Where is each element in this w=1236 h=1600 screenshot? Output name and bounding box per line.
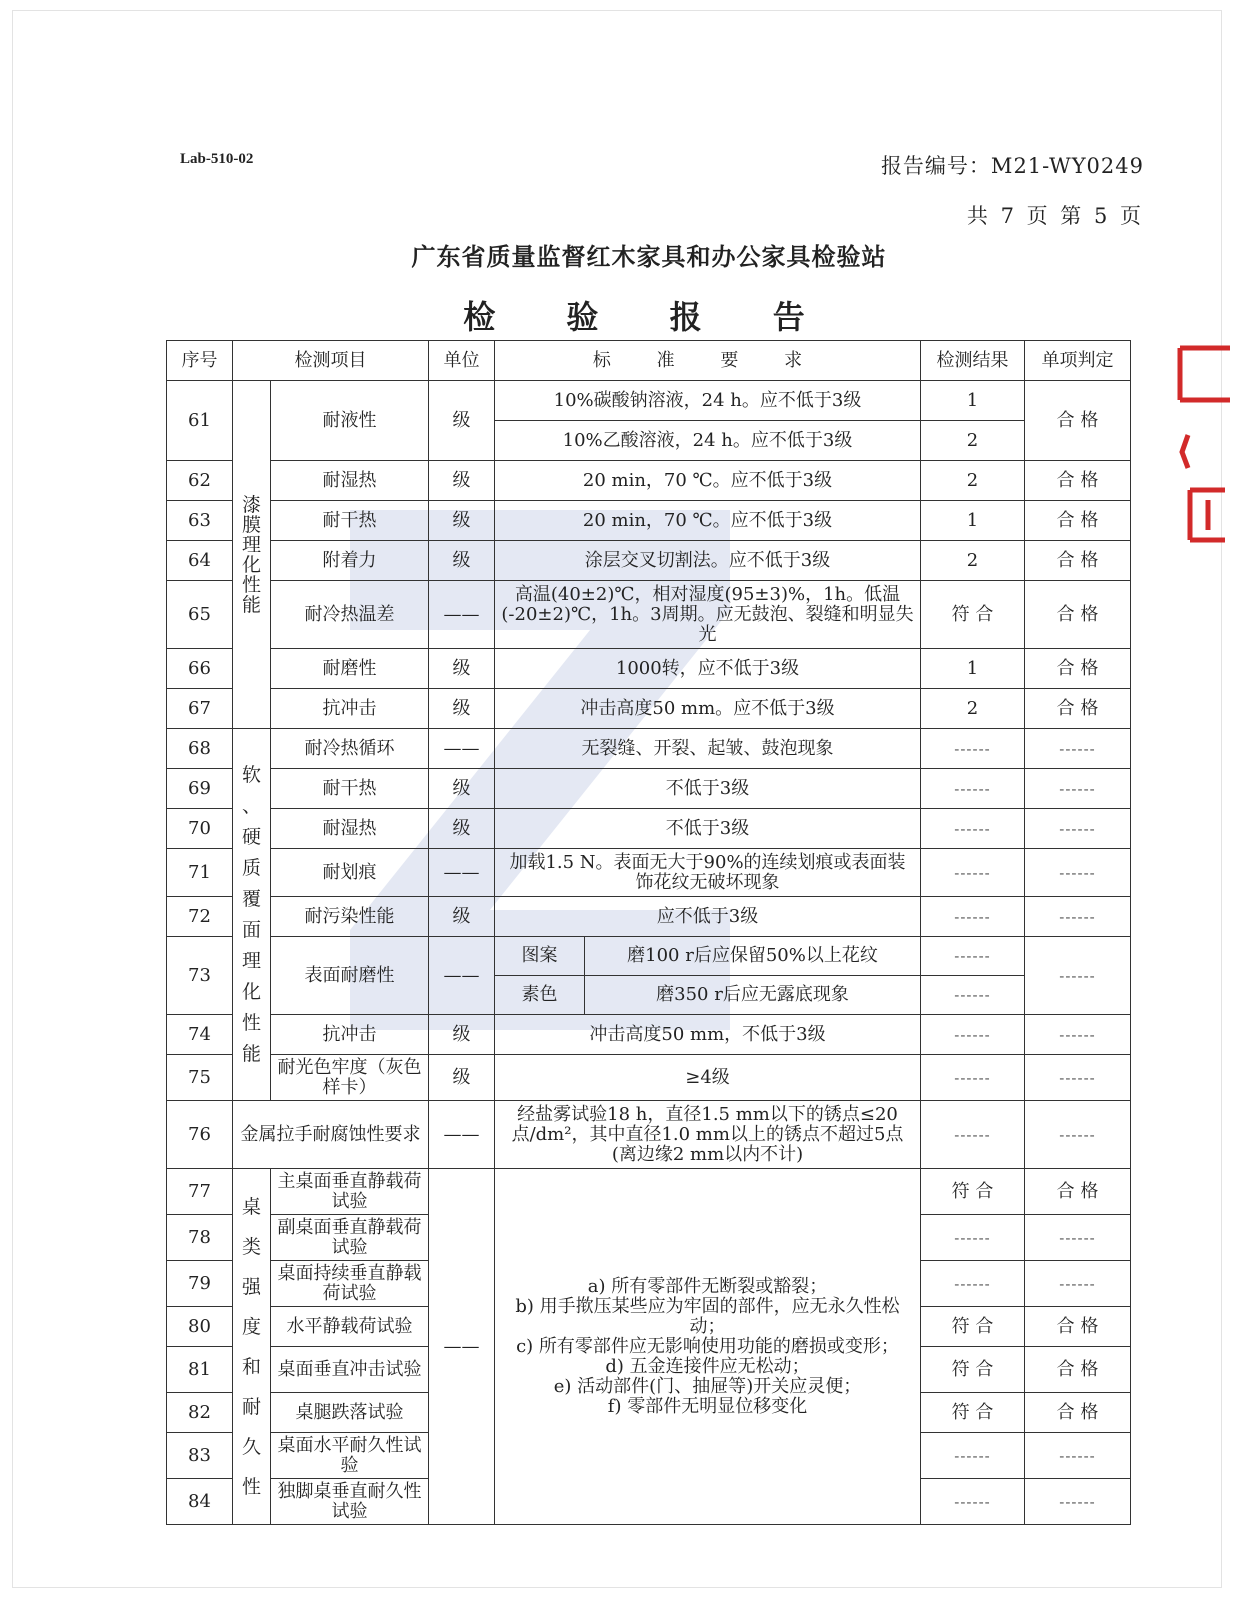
row-result: 符 合: [921, 1307, 1025, 1347]
row-item: 抗冲击: [271, 689, 429, 729]
row-result: 1: [921, 381, 1025, 421]
table-row: [167, 581, 1131, 649]
table-row: [167, 381, 1131, 421]
table-row: [167, 1015, 1131, 1055]
document-title: 检 验 报 告: [463, 298, 835, 336]
header-no: 序号: [167, 341, 233, 381]
table-row: [167, 809, 1131, 849]
row-item: 副桌面垂直静载荷试验: [271, 1215, 429, 1261]
row-no: 64: [167, 541, 233, 581]
requirement-line: a) 所有零部件无断裂或豁裂；: [587, 1275, 828, 1297]
row-item: 耐磨性: [271, 649, 429, 689]
requirement-line: d) 五金连接件应无松动；: [605, 1355, 810, 1377]
row-verdict: 合 格: [1025, 541, 1131, 581]
row-result: ------: [921, 1261, 1025, 1307]
row-verdict: ------: [1025, 769, 1131, 809]
table-row: [167, 897, 1131, 937]
category-coating: [233, 381, 271, 729]
table-row: [167, 1101, 1131, 1169]
row-no: 73: [167, 937, 233, 1015]
row-requirement: 磨350 r后应无露底现象: [585, 976, 921, 1015]
row-unit: 级: [429, 501, 495, 541]
row-requirement: 冲击高度50 mm。应不低于3级: [495, 689, 921, 729]
row-unit: ——: [429, 849, 495, 897]
row-unit: 级: [429, 649, 495, 689]
inspection-table: [166, 340, 1131, 1525]
row-no: 75: [167, 1055, 233, 1101]
category-char: 理: [241, 949, 261, 972]
row-no: 67: [167, 689, 233, 729]
category-char: 面: [241, 918, 261, 941]
row-requirement: ≥4级: [495, 1055, 921, 1101]
row-verdict: 合 格: [1025, 1347, 1131, 1393]
row-unit: 级: [429, 541, 495, 581]
row-no: 71: [167, 849, 233, 897]
organization-title: 广东省质量监督红木家具和办公家具检验站: [411, 243, 887, 271]
requirement-line: f) 零部件无明显位移变化: [607, 1395, 808, 1417]
row-item: 桌腿跌落试验: [271, 1393, 429, 1433]
row-verdict: ------: [1025, 1015, 1131, 1055]
category-char: 能: [241, 1042, 261, 1065]
category-char: 性: [241, 573, 261, 596]
header-result: 检测结果: [921, 341, 1025, 381]
table-header-row: [167, 341, 1131, 381]
row-requirement: 20 min，70 ℃。应不低于3级: [495, 501, 921, 541]
header-verdict: 单项判定: [1025, 341, 1131, 381]
row-requirement: 应不低于3级: [495, 897, 921, 937]
row-result: ------: [921, 897, 1025, 937]
row-item: 耐冷热循环: [271, 729, 429, 769]
row-item: 金属拉手耐腐蚀性要求: [233, 1101, 429, 1169]
category-char: 桌: [241, 1195, 261, 1218]
row-item: 桌面垂直冲击试验: [271, 1347, 429, 1393]
row-no: 74: [167, 1015, 233, 1055]
row-result: ------: [921, 1433, 1025, 1479]
row-requirement: 涂层交叉切割法。应不低于3级: [495, 541, 921, 581]
row-requirement: 不低于3级: [495, 769, 921, 809]
category-char: 能: [241, 593, 261, 616]
row-unit: 级: [429, 381, 495, 461]
row-verdict: 合 格: [1025, 461, 1131, 501]
row-item: 耐污染性能: [271, 897, 429, 937]
row-verdict: 合 格: [1025, 1169, 1131, 1215]
row-item: 表面耐磨性: [271, 937, 429, 1015]
row-result: 符 合: [921, 1393, 1025, 1433]
requirement-line: c) 所有零部件应无影响使用功能的磨损或变形；: [516, 1335, 899, 1357]
category-char: 类: [241, 1235, 261, 1258]
row-no: 83: [167, 1433, 233, 1479]
category-char: 度: [241, 1315, 261, 1338]
row-requirement: 冲击高度50 mm，不低于3级: [495, 1015, 921, 1055]
page-info: 共 7 页 第 5 页: [966, 204, 1144, 228]
row-no: 62: [167, 461, 233, 501]
category-char: 化: [241, 980, 261, 1003]
row-result: ------: [921, 1101, 1025, 1169]
row-unit: 级: [429, 1015, 495, 1055]
category-char: 性: [241, 1475, 261, 1498]
row-no: 63: [167, 501, 233, 541]
row-no: 84: [167, 1479, 233, 1525]
requirement-line: b) 用手揿压某些应为牢固的部件，应无永久性松动；: [515, 1295, 900, 1337]
row-unit: ——: [429, 581, 495, 649]
row-subtype: 素色: [495, 976, 585, 1015]
category-char: 耐: [241, 1395, 261, 1418]
row-unit: 级: [429, 1055, 495, 1101]
row-requirement: 10%碳酸钠溶液，24 h。应不低于3级: [495, 381, 921, 421]
category-overlay: [233, 729, 271, 1101]
category-char: 漆: [241, 493, 261, 516]
row-item: 耐光色牢度（灰色样卡）: [271, 1055, 429, 1101]
row-verdict: ------: [1025, 897, 1131, 937]
row-no: 79: [167, 1261, 233, 1307]
row-no: 69: [167, 769, 233, 809]
row-item: 耐湿热: [271, 461, 429, 501]
row-result: ------: [921, 729, 1025, 769]
row-subtype: 图案: [495, 937, 585, 976]
row-unit: 级: [429, 689, 495, 729]
row-result: 2: [921, 421, 1025, 461]
row-verdict: ------: [1025, 849, 1131, 897]
requirement-line: e) 活动部件(门、抽屉等)开关应灵便；: [553, 1375, 862, 1397]
row-result: 1: [921, 501, 1025, 541]
row-item: 耐液性: [271, 381, 429, 461]
row-requirement: 加载1.5 N。表面无大于90%的连续划痕或表面装饰花纹无破坏现象: [495, 849, 921, 897]
row-verdict: ------: [1025, 1479, 1131, 1525]
category-char: 、: [241, 794, 261, 817]
category-char: 覆: [241, 887, 261, 910]
row-item: 耐干热: [271, 769, 429, 809]
row-verdict: 合 格: [1025, 581, 1131, 649]
row-verdict: ------: [1025, 1055, 1131, 1101]
row-item: 耐湿热: [271, 809, 429, 849]
row-requirement: 磨100 r后应保留50%以上花纹: [585, 937, 921, 976]
row-result: ------: [921, 1055, 1025, 1101]
table-row: [167, 689, 1131, 729]
row-requirement: 高温(40±2)℃，相对湿度(95±3)%，1h。低温(-20±2)℃，1h。3周期。应无鼓泡、裂缝和明显失光: [495, 581, 921, 649]
row-result: ------: [921, 976, 1025, 1015]
category-char: 强: [241, 1275, 261, 1298]
row-no: 72: [167, 897, 233, 937]
row-result: 2: [921, 541, 1025, 581]
row-result: 符 合: [921, 1347, 1025, 1393]
row-no: 82: [167, 1393, 233, 1433]
row-verdict: ------: [1025, 1433, 1131, 1479]
category-char: 化: [241, 553, 261, 576]
row-verdict: 合 格: [1025, 689, 1131, 729]
row-unit: ——: [429, 729, 495, 769]
row-item: 耐划痕: [271, 849, 429, 897]
row-item: 桌面持续垂直静载荷试验: [271, 1261, 429, 1307]
table-row: [167, 769, 1131, 809]
row-verdict: ------: [1025, 1261, 1131, 1307]
row-no: 81: [167, 1347, 233, 1393]
row-result: ------: [921, 849, 1025, 897]
category-char: 质: [241, 856, 261, 879]
row-no: 70: [167, 809, 233, 849]
row-item: 耐冷热温差: [271, 581, 429, 649]
row-verdict: ------: [1025, 809, 1131, 849]
row-requirement: 经盐雾试验18 h，直径1.5 mm以下的锈点≤20点/dm²，其中直径1.0 mm以上的锈点不超过5点(离边缘2 mm以内不计): [495, 1101, 921, 1169]
row-verdict: ------: [1025, 1101, 1131, 1169]
category-char: 性: [241, 1011, 261, 1034]
row-requirement: 10%乙酸溶液，24 h。应不低于3级: [495, 421, 921, 461]
header-unit: 单位: [429, 341, 495, 381]
row-no: 68: [167, 729, 233, 769]
row-result: ------: [921, 769, 1025, 809]
row-result: 2: [921, 461, 1025, 501]
row-result: 2: [921, 689, 1025, 729]
table-row: [167, 1055, 1131, 1101]
row-unit: 级: [429, 461, 495, 501]
row-item: 抗冲击: [271, 1015, 429, 1055]
report-number: 报告编号：M21-WY0249: [880, 154, 1144, 178]
row-verdict: 合 格: [1025, 381, 1131, 461]
lab-code: Lab-510-02: [180, 151, 254, 167]
table-row: [167, 501, 1131, 541]
row-item: 桌面水平耐久性试验: [271, 1433, 429, 1479]
row-no: 77: [167, 1169, 233, 1215]
row-unit: 级: [429, 809, 495, 849]
desk-requirements: [495, 1169, 921, 1525]
row-no: 65: [167, 581, 233, 649]
table-row: [167, 729, 1131, 769]
row-verdict: ------: [1025, 729, 1131, 769]
row-no: 66: [167, 649, 233, 689]
table-row: [167, 849, 1131, 897]
row-requirement: 20 min，70 ℃。应不低于3级: [495, 461, 921, 501]
row-item: 水平静载荷试验: [271, 1307, 429, 1347]
row-verdict: ------: [1025, 1215, 1131, 1261]
category-char: 膜: [241, 513, 261, 536]
row-item: 主桌面垂直静载荷试验: [271, 1169, 429, 1215]
category-char: 久: [241, 1435, 261, 1458]
row-verdict: 合 格: [1025, 1393, 1131, 1433]
row-result: ------: [921, 1015, 1025, 1055]
row-result: ------: [921, 937, 1025, 976]
table-row: [167, 1169, 1131, 1215]
red-seal-stamp-icon: [1170, 340, 1236, 560]
row-unit: 级: [429, 897, 495, 937]
row-verdict: ------: [1025, 937, 1131, 1015]
row-no: 78: [167, 1215, 233, 1261]
row-unit: ——: [429, 937, 495, 1015]
table-row: [167, 937, 1131, 976]
category-char: 理: [241, 533, 261, 556]
row-requirement: 无裂缝、开裂、起皱、鼓泡现象: [495, 729, 921, 769]
table-row: [167, 461, 1131, 501]
row-requirement: 1000转，应不低于3级: [495, 649, 921, 689]
row-item: 附着力: [271, 541, 429, 581]
row-item: 独脚桌垂直耐久性试验: [271, 1479, 429, 1525]
row-verdict: 合 格: [1025, 501, 1131, 541]
row-result: ------: [921, 1215, 1025, 1261]
row-verdict: 合 格: [1025, 649, 1131, 689]
row-result: ------: [921, 1479, 1025, 1525]
category-desk: [233, 1169, 271, 1525]
row-verdict: 合 格: [1025, 1307, 1131, 1347]
table-row: [167, 649, 1131, 689]
header-item: 检测项目: [233, 341, 429, 381]
row-result: ------: [921, 809, 1025, 849]
row-result: 符 合: [921, 581, 1025, 649]
row-no: 80: [167, 1307, 233, 1347]
row-no: 61: [167, 381, 233, 461]
header-requirement: 标 准 要 求: [495, 341, 921, 381]
table-row: [167, 541, 1131, 581]
category-char: 和: [241, 1355, 261, 1378]
row-requirement: 不低于3级: [495, 809, 921, 849]
category-char: 硬: [241, 825, 261, 848]
desk-unit: ——: [429, 1169, 495, 1525]
row-item: 耐干热: [271, 501, 429, 541]
row-result: 1: [921, 649, 1025, 689]
row-no: 76: [167, 1101, 233, 1169]
row-unit: ——: [429, 1101, 495, 1169]
category-char: 软: [241, 763, 261, 786]
row-result: 符 合: [921, 1169, 1025, 1215]
row-unit: 级: [429, 769, 495, 809]
